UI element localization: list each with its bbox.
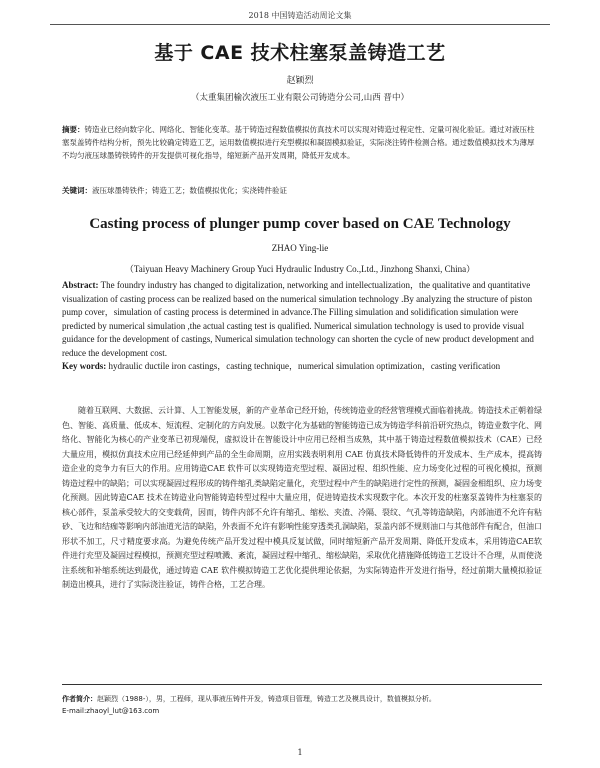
author-email: E-mail:zhaoyl_lut@163.com bbox=[62, 707, 160, 715]
footnote-label: 作者简介： bbox=[62, 695, 97, 703]
running-header: 2018 中国铸造活动周论文集 bbox=[248, 11, 352, 20]
keywords-cn-label: 关键词： bbox=[62, 186, 92, 195]
keywords-en bbox=[62, 360, 542, 374]
header-rule bbox=[50, 24, 550, 25]
author-name: 赵颖烈 bbox=[286, 76, 314, 86]
paper-title: 基于 CAE 技术柱塞泵盖铸造工艺 bbox=[154, 42, 446, 64]
abstract-en-text: The foundry industry has changed to digitalization, networking and intellectualization，the qualitative and quantitative visualization of casting process can be realized based on the numerical simulation technology .By analyzing the structure of piston pump cover，simulation of casting process is determined in advance.The Filling simulation and solidification simulation were predicted by numerical simulation ,the actual casting test is qualified. Numerical simulation technology is used to provide visual guidance for the development of castings, Numerical simulation technology can shorten the cycle of new product development and reduce the development cost. bbox=[62, 280, 534, 358]
author-affiliation: （太重集团榆次液压工业有限公司铸造分公司,山西 晋中） bbox=[191, 93, 409, 103]
footnote-rule bbox=[62, 684, 542, 685]
english-author: ZHAO Ying-lie bbox=[271, 243, 329, 253]
abstract-en bbox=[62, 279, 542, 360]
keywords-cn-text: 液压球墨铸铁件；铸造工艺；数值模拟优化；实浇铸件验证 bbox=[92, 186, 287, 195]
abstract-en-label: Abstract: bbox=[62, 280, 99, 290]
keywords-en-text: hydraulic ductile iron castings，casting technique，numerical simulation optimization，casting verification bbox=[106, 361, 501, 371]
author-footnote bbox=[62, 693, 542, 717]
footnote-text: 赵颖烈（1988-），男，工程师，现从事液压铸件开发，铸造项目管理，铸造工艺及模具设计，数值模拟分析。 bbox=[97, 695, 436, 703]
page-number: 1 bbox=[297, 748, 303, 757]
english-title: Casting process of plunger pump cover based on CAE Technology bbox=[89, 216, 511, 232]
abstract-cn-text: 铸造业已经向数字化、网络化、智能化变革。基于铸造过程数值模拟仿真技术可以实现对铸造过程定性、定量可视化验证。通过对液压柱塞泵盖铸件结构分析，预先比较确定铸造工艺，运用数值模拟进行充型模拟和凝固模拟验证，实际浇注铸件检测合格。通过数值模拟技术为薄厚不均匀液压球墨铸铁铸件的开发提供可视化指导，缩短新产品开发周期，降低开发成本。 bbox=[62, 125, 535, 160]
body-paragraph: 随着互联网、大数据、云计算、人工智能发展，新的产业革命已经开始，传统铸造业的经营管理模式面临着挑战。铸造技术正朝着绿色、智能、高质量、低成本、短流程、定制化的方向发展。以数字化为基础的智能铸造已成为铸造学科前沿研究热点，铸造业数字化、网络化、智能化为核心的产业变革已初现端倪，虚拟设计在智能设计中应用已经相当成熟，其中基于铸造过程数值模拟技术（CAE）已经大量应用，模拟仿真技术应用已经延伸到产品的全生命周期，应用实践表明利用 CAE 仿真技术降低铸件的开发成本、生产成本，提高铸造企业的竞争力有巨大的作用。应用铸造CAE 软件可以实现铸造充型过程、凝固过程、组织性能、应力场变化过程的可视化模拟，预测铸造过程中的缺陷；可以实现凝固过程形成的铸件缩孔类缺陷定量化，充型过程中产生的缺陷进行定性的预测，凝固金相组织、应力场变化预测。因此铸造CAE 技术在铸造业向智能铸造转型过程中大量应用，促进铸造技术实现数字化。本次开发的柱塞泵盖铸件为柱塞泵的核心部件，泵盖承受较大的交变载荷，因而，铸件内部不允许有缩孔、缩松、夹渣、冷隔、裂纹、气孔等铸造缺陷，内部油道不允许有粘砂、飞边和结痂等影响内部油道光洁的缺陷，外表面不允许有影响性能穿透类孔洞缺陷，泵盖内部不规则油口与其他部件有配合，但油口形状不加工，尺寸精度要求高。为避免传统产品开发过程中模具反复试做，同时缩短新产品开发周期、降低开发成本，采用铸造CAE软件进行充型及凝固过程模拟，预测充型过程喷溅、紊流，凝固过程中缩孔、缩松缺陷，采取优化措施降低铸造工艺设计不合理，从而使浇注系统和补缩系统达到最优，通过铸造 CAE 软件模拟铸造工艺优化提供理论依据，为实际铸造件开发进行指导，经过前期大量模拟验证制造出模具，进行了实际浇注验证，铸件合格，工艺合理。 bbox=[62, 406, 542, 589]
abstract-cn bbox=[62, 123, 540, 162]
keywords-en-label: Key words: bbox=[62, 361, 107, 371]
keywords-cn bbox=[62, 184, 540, 197]
abstract-cn-label: 摘要： bbox=[62, 125, 85, 134]
english-affiliation: （Taiyuan Heavy Machinery Group Yuci Hydraulic Industry Co.,Ltd., Jinzhong Shanxi, China） bbox=[124, 264, 476, 274]
